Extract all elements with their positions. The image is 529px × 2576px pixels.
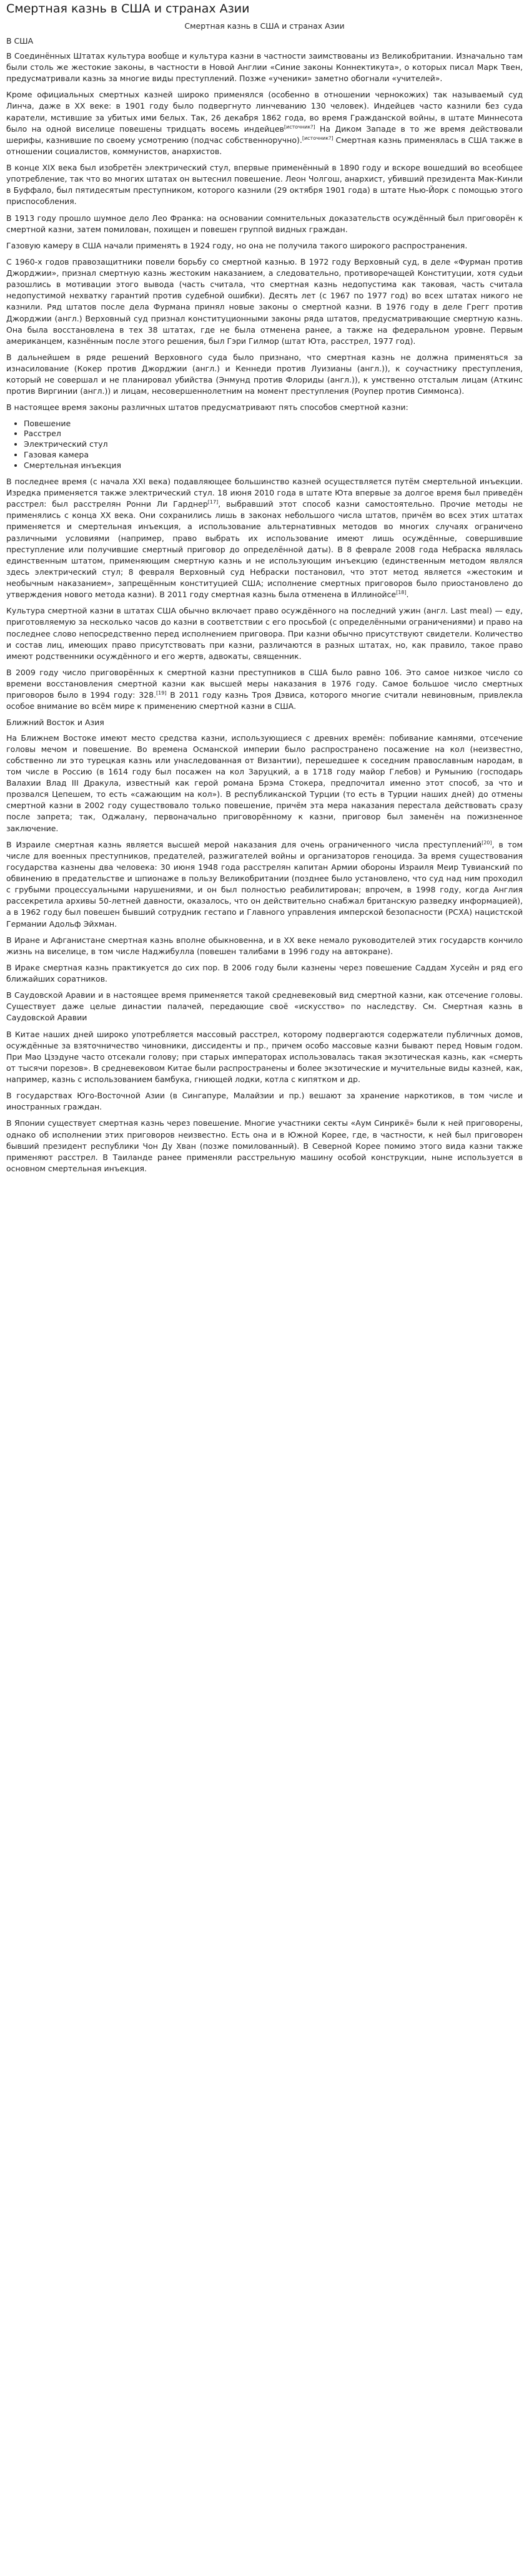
text-run: В 2009 году число приговорённых к смертной казни преступников в США было равно 106. Это самое низкое число со времени восстановления смертной казни как высшей меры наказания в 1976 году. Самое большое число смертных приговоров было в 1994 году: 328. [6,667,523,700]
article-subtitle: Смертная казнь в США и странах Азии [184,21,345,31]
footnote-ref[interactable]: [20] [482,839,492,846]
paragraph: В конце XIX века был изобретён электрический стул, впервые применённый в 1890 году и вскоре вошедший во всеобщее употребление, так что во многих штатах он вытеснил повешение. Леон Чолгош, анархист, убивший президента Мак-Кинли в Буффало, был пятидесятым преступником, которого казнили (29 октября 1901 года) в штате Нью-Йорк с помощью этого приспособления. [6,163,523,207]
paragraph: Газовую камеру в США начали применять в 1924 году, но она не получила такого широкого распространения. [6,240,468,250]
paragraph: В Саудовской Аравии и в настоящее время применяется такой средневековый вид смертной казни, как отсечение головы. Существует даже целые династии палачей, передающие своё «искусство» по наследству. См. Смертная казнь в Саудовской Аравии [6,990,523,1023]
paragraph: В государствах Юго-Восточной Азии (в Сингапуре, Малайзии и пр.) вешают за хранение наркотиков, в том числе и иностранных граждан. [6,1091,523,1112]
text-run: , в том числе для военных преступников, предателей, разжигателей войны и организаторов геноцида. За время существования государства казнены два человека: 30 июня 1948 года расстрелян капитан Армии обороны Израиля Меир Тувианский по обвинению в предательстве и шпионаже в пользу Великобритании (позднее было установлено, что суд над ним проходил с грубыми процессуальными нарушениями, и он был полностью реабилитирован; впрочем, в 1998 году, когда Англия рассекретила архивы 50-летней давности, оказалось, что он действительно снабжал британскую разведку информацией), а в 1962 году был повешен бывший сотрудник гестапо и Главного управления имперской безопасности (РСХА) нацистской Германии Адольф Эйхман. [6,839,523,929]
paragraph: В дальнейшем в ряде решений Верховного суда было признано, что смертная казнь не должна применяться за изнасилование (Кокер против Джорджии (англ.) и Кеннеди против Луизианы (англ.)), к соучастнику преступления, который не совершал и не планировал убийства (Энмунд против Флориды (англ.)), к умственно отсталым лицам (Аткинс против Виргинии (англ.)) и лицам, несовершеннолетним на момент преступления (Роупер против Симмонса). [6,352,523,396]
paragraph: В Иране и Афганистане смертная казнь вполне обыкновенна, и в ХХ веке немало руководителей этих государств кончило жизнь на виселице, в том числе Наджибулла (повешен талибами в 1996 году на автокране). [6,935,523,956]
execution-methods-list [6,419,523,471]
text-run: , выбравший этот способ казни самостоятельно. Прочие методы не применялись с конца XX века. Они сохранились лишь в законах небольшого числа штатов, причём во всех этих штатах применяется и смертельная инъекция, а использование альтернативных методов во многих случаях ограничено различными условиями (например, право выбрать их использование имеют лишь осуждённые, совершившие преступление или получившие смертный приговор до определённой даты). В 8 феврале 2008 года Небраска являлась единственным штатом, применяющим смертную казнь и не использующим инъекцию (единственным методом являлся здесь электрический стул; 8 февраля Верховный суд Небраски постановил, что этот метод является «жестоким и необычным наказанием», запрещённым конституцией США; исполнение смертных приговоров было приостановлено до утверждения нового метода казни). В 2011 году смертная казнь была отменена в Иллинойсе [6,499,523,600]
text-run: Кроме официальных смертных казней широко применялся (особенно в отношении чернокожих) так называемый суд Линча, даже в ХХ веке: в 1901 году было подвергнуто линчеванию 130 человек). Индейцев часто казнили без суда каратели, мстившие за убитых ими белых. Так, 26 декабря 1862 года, во время Гражданской войны, в штате Миннесота было на одной виселице повешены тридцать восемь индейцев [6,90,523,134]
section-heading-asia: Ближний Восток и Азия [6,718,104,728]
paragraph: В Соединённых Штатах культура вообще и культура казни в частности заимствованы из Великобритании. Изначально там были столь же жестокие законы, в частности в Новой Англии «Синие законы Коннектикута», о которых писал Марк Твен, предусматривали казнь за многие виды преступлений. Позже «ученики» заметно обогнали «учителей». [6,51,523,84]
list-item: • Повешение [24,419,523,429]
paragraph: В 1913 году прошло шумное дело Лео Франка: на основании сомнительных доказательств осуждённый был приговорён к смертной казни, затем помилован, похищен и повешен группой видных граждан. [6,213,523,234]
text-run: Смертная казнь применялась в США также в отношении социалистов, коммунистов, анархистов. [6,135,523,156]
citation-needed[interactable]: [источник?] [302,135,334,141]
paragraph: С 1960-х годов правозащитники повели борьбу со смертной казнью. В 1972 году Верховный суд, в деле «Фурман против Джорджии», признал смертную казнь жестоким наказанием, а следовательно, противоречащей Конституции, хотя судьи разошлись в мотивации этого вывода (часть считала, что смертная казнь недопустима как таковая, часть считала недопустимой нехватку гарантий против судебной ошибки). Десять лет (с 1967 по 1977 год) во всех штатах никого не казнили. Ряд штатов после дела Фурмана принял новые законы о смертной казни. В 1976 году в деле Грегг против Джорджии (англ.) Верховный суд признал конституционными законы ряда штатов, предусматривающие смертную казнь. Она была восстановлена в тех 38 штатах, где не была отменена ранее, а также на федеральном уровне. Первым американцем, казнённым после этого решения, был Гэри Гилмор (штат Юта, расстрел, 1977 год). [6,256,523,346]
text-run: В последнее время (с начала XXI века) подавляющее большинство казней осуществляется путём смертельной инъекции. Изредка применяется также электрический стул. 18 июня 2010 года в штате Юта впервые за долгое время был приведён расстрел: был расстрелян Ронни Ли Гарднер [6,476,523,509]
citation-needed[interactable]: [источник?] [284,124,315,130]
text-run: В Израиле смертная казнь является высшей мерой наказания для очень ограниченного числа преступлений [6,839,482,849]
text-run: В 2011 году казнь Троя Дэвиса, которого многие считали невиновным, привлекла особое внимание во всём мире к применению смертной казни в США. [6,690,523,711]
article [0,0,529,1186]
paragraph: Культура смертной казни в штатах США обычно включает право осуждённого на последний ужин (англ. Last meal) — еду, приготовляемую за несколько часов до казни в соответствии с его просьбой (с определёнными ограничениями) и право на последнее слово непосредственно перед исполнением приговора. При казни обычно присутствуют свидетели. Количество и состав лиц, имеющих право присутствовать при казни, различаются в разных штатах, но, как правило, такое право имеют родственники осуждённого и его жертв, адвокаты, священник. [6,606,523,661]
text-run: . [406,590,409,600]
footnote-ref[interactable]: [18] [396,590,407,596]
paragraph: В Китае наших дней широко употребляется массовый расстрел, которому подвергаются содержатели публичных домов, осуждённые за взяточничество чиновники, диссиденты и пр., причем особо массовые казни бывают перед Новым годом. При Мао Цзэдуне часто отсекали голову; при старых императорах использовалась такая экзотическая казнь, как «смерть от тысячи порезов». В средневековом Китае были распространены и более экзотические и мучительные виды казней, как, например, казнь с использованием бамбука, гниющей лодки, котла с кипятком и др. [6,1029,523,1085]
page-title: Смертная казнь в США и странах Азии [6,2,250,16]
list-item: • Электрический стул [24,439,523,450]
text-run: На Диком Западе в то же время действовали шерифы, казнившие по своему усмотрению (подчас собственноручно). [6,124,523,145]
paragraph: В настоящее время законы различных штатов предусматривают пять способов смертной казни: [6,402,408,412]
paragraph [6,476,523,600]
paragraph [6,89,523,157]
list-item: • Расстрел [24,429,523,439]
paragraph: В Японии существует смертная казнь через повешение. Многие участники секты «Аум Синрикё» были к ней приговорены, однако об исполнении этих приговоров неизвестно. Есть она и в Южной Корее, где, в частности, к ней был приговорен бывший президент республики Чон Ду Хван (позже помилованный). В Северной Корее помимо этого вида казни также применяют расстрел. В Таиланде ранее применяли расстрельную машину особой конструкции, ныне используется в основном смертельная инъекция. [6,1118,523,1173]
list-item: • Газовая камера [24,450,523,461]
footnote-ref[interactable]: [17] [207,499,219,505]
footnote-ref[interactable]: [19] [156,690,167,696]
paragraph [6,839,523,930]
paragraph [6,667,523,713]
paragraph: В Ираке смертная казнь практикуется до сих пор. В 2006 году были казнены через повешение Саддам Хусейн и ряд его ближайших соратников. [6,962,523,984]
list-item: • Смертельная инъекция [24,461,523,471]
section-heading-usa: В США [6,36,34,46]
paragraph: На Ближнем Востоке имеют место средства казни, использующиеся с древних времён: побивание камнями, отсечение головы мечом и повешение. Во времена Османской империи было распространено посажение на кол (неизвестно, собственно ли это турецкая казнь или унаследованная от Византии), перешедшее к соседним православным народам, в том числе в Россию (в 1614 году был посажен на кол Заруцкий, а в 1718 году майор Глебов) и Румынию (господарь Валахии Влад III Дракула, известный как герой романа Брэма Стокера, предпочитал именно этот способ, за что и прозвался Цепешем, то есть «сажающим на кол»). В республиканской Турции (то есть в Турции наших дней) до отмены смертной казни в 2002 году существовало только повешение, причём эта мера наказания перестала действовать сразу после запрета; так, Оджалану, первоначально приговорённому к казни, приговор был заменён на пожизненное заключение. [6,733,523,833]
